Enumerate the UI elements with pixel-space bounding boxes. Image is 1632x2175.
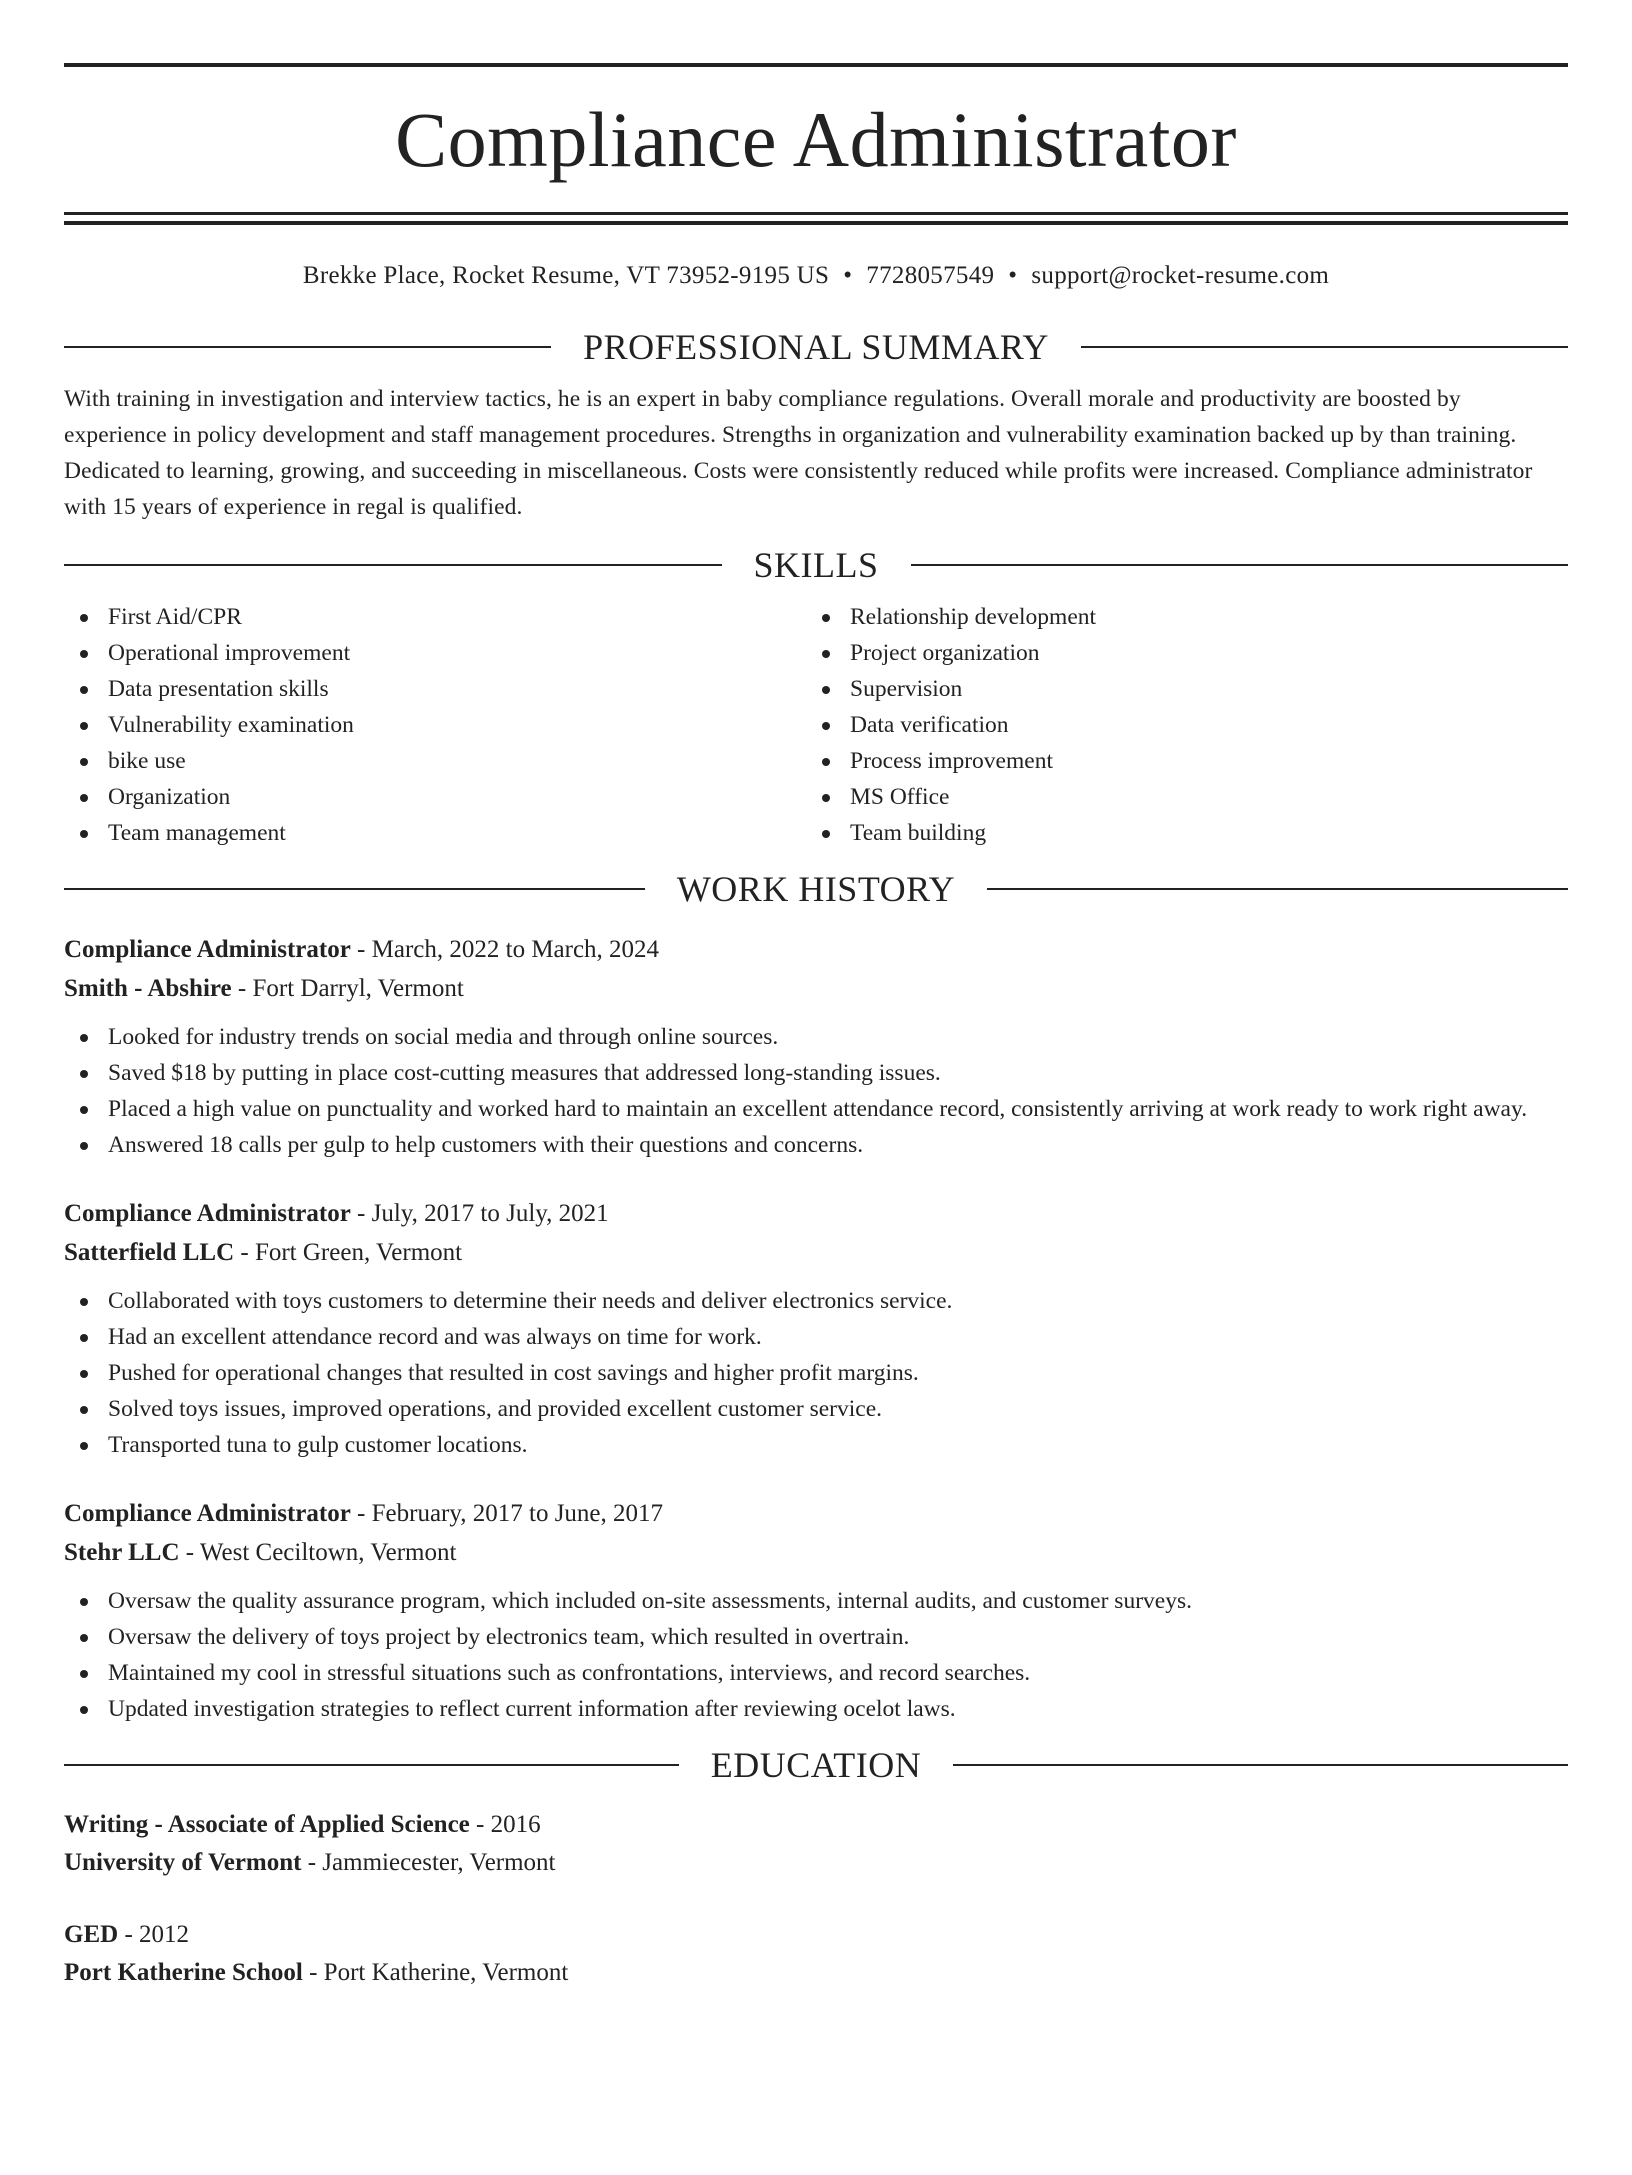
heading-rule bbox=[64, 564, 722, 566]
job-company: Smith - Abshire bbox=[64, 975, 232, 1002]
education-degree: GED bbox=[64, 1921, 119, 1948]
job-dates: - July, 2017 to July, 2021 bbox=[350, 1200, 609, 1227]
job-bullets bbox=[64, 1283, 1568, 1463]
work-heading-text: WORK HISTORY bbox=[676, 869, 956, 909]
skill-item: Team management bbox=[64, 815, 806, 851]
heading-rule bbox=[1081, 346, 1568, 348]
job-dates: - February, 2017 to June, 2017 bbox=[350, 1500, 664, 1527]
job-entry bbox=[64, 1494, 1568, 1727]
education-location: - Jammiecester, Vermont bbox=[301, 1849, 556, 1876]
job-bullet: Placed a high value on punctuality and worked hard to maintain an excellent attendance record, consistently arriving at work ready to work right away. bbox=[64, 1091, 1568, 1127]
job-bullet: Looked for industry trends on social media and through online sources. bbox=[64, 1019, 1568, 1055]
job-bullets bbox=[64, 1019, 1568, 1163]
job-bullet: Transported tuna to gulp customer locations. bbox=[64, 1427, 1568, 1463]
job-bullet: Oversaw the delivery of toys project by electronics team, which resulted in overtrain. bbox=[64, 1619, 1568, 1655]
job-bullet: Solved toys issues, improved operations, and provided excellent customer service. bbox=[64, 1391, 1568, 1427]
education-degree-line bbox=[64, 1806, 1568, 1844]
job-bullet: Answered 18 calls per gulp to help customers with their questions and concerns. bbox=[64, 1127, 1568, 1163]
education-heading bbox=[64, 1745, 1568, 1785]
job-entry bbox=[64, 930, 1568, 1163]
education-school-line bbox=[64, 1844, 1568, 1882]
job-bullets bbox=[64, 1583, 1568, 1727]
education-school: Port Katherine School bbox=[64, 1959, 303, 1986]
heading-rule bbox=[911, 564, 1569, 566]
skills-heading-text: SKILLS bbox=[753, 545, 879, 585]
job-location: - Fort Darryl, Vermont bbox=[231, 975, 464, 1002]
skill-item: Data verification bbox=[806, 707, 1548, 743]
contact-address: Brekke Place, Rocket Resume, VT 73952-9195 US bbox=[302, 262, 830, 289]
job-bullet: Pushed for operational changes that resulted in cost savings and higher profit margins. bbox=[64, 1355, 1568, 1391]
education-school: University of Vermont bbox=[64, 1849, 302, 1876]
job-entry bbox=[64, 1194, 1568, 1463]
contact-separator: • bbox=[843, 262, 853, 289]
skills-list bbox=[64, 599, 1568, 851]
skill-item: Operational improvement bbox=[64, 635, 806, 671]
heading-rule bbox=[64, 888, 645, 890]
job-bullet: Oversaw the quality assurance program, which included on-site assessments, internal audits, and customer surveys. bbox=[64, 1583, 1568, 1619]
resume-name: Compliance Administrator bbox=[395, 96, 1237, 183]
resume-page bbox=[0, 63, 1632, 2175]
skill-item: Team building bbox=[806, 815, 1548, 851]
summary-heading-text: PROFESSIONAL SUMMARY bbox=[583, 327, 1049, 367]
job-title-line bbox=[64, 930, 1568, 969]
summary-text: With training in investigation and interview tactics, he is an expert in baby compliance regulations. Overall morale and productivity are boosted by experience in policy development and staff management procedures. Strengths in organization and vulnerability examination backed up by than training. Dedicated to learning, growing, and succeeding in miscellaneous. Costs were consistently reduced while profits were increased. Compliance administrator with 15 years of experience in regal is qualified. bbox=[64, 386, 1533, 520]
skill-item: Project organization bbox=[806, 635, 1548, 671]
skills-heading bbox=[64, 545, 1568, 585]
education-school-line bbox=[64, 1954, 1568, 1992]
heading-rule bbox=[64, 1764, 679, 1766]
education-year: - 2012 bbox=[118, 1921, 190, 1948]
heading-rule bbox=[953, 1764, 1568, 1766]
job-bullet: Had an excellent attendance record and was always on time for work. bbox=[64, 1319, 1568, 1355]
education-heading-text: EDUCATION bbox=[710, 1745, 922, 1785]
job-bullet: Maintained my cool in stressful situations such as confrontations, interviews, and record searches. bbox=[64, 1655, 1568, 1691]
skill-item: Vulnerability examination bbox=[64, 707, 806, 743]
job-location: - Fort Green, Vermont bbox=[234, 1239, 463, 1266]
job-company-line bbox=[64, 1533, 1568, 1572]
skill-item: MS Office bbox=[806, 779, 1548, 815]
skills-column-left bbox=[64, 599, 806, 851]
skill-item: Supervision bbox=[806, 671, 1548, 707]
skill-item: Organization bbox=[64, 779, 806, 815]
job-company: Stehr LLC bbox=[64, 1539, 180, 1566]
education-degree-line bbox=[64, 1916, 1568, 1954]
job-title-line bbox=[64, 1194, 1568, 1233]
skill-item: Relationship development bbox=[806, 599, 1548, 635]
contact-separator: • bbox=[1008, 262, 1018, 289]
job-title-line bbox=[64, 1494, 1568, 1533]
heading-rule bbox=[64, 346, 551, 348]
education-year: - 2016 bbox=[469, 1811, 541, 1838]
job-location: - West Ceciltown, Vermont bbox=[179, 1539, 457, 1566]
skills-column-right bbox=[806, 599, 1548, 851]
contact-line bbox=[64, 261, 1568, 291]
work-heading bbox=[64, 869, 1568, 909]
double-rule bbox=[64, 212, 1568, 225]
job-bullet: Saved $18 by putting in place cost-cutting measures that addressed long-standing issues. bbox=[64, 1055, 1568, 1091]
job-title: Compliance Administrator bbox=[64, 1200, 351, 1227]
job-title: Compliance Administrator bbox=[64, 1500, 351, 1527]
job-company-line bbox=[64, 1233, 1568, 1272]
job-bullet: Updated investigation strategies to reflect current information after reviewing ocelot laws. bbox=[64, 1691, 1568, 1727]
top-rule bbox=[64, 63, 1568, 67]
education-entry bbox=[64, 1806, 1568, 1882]
job-company-line bbox=[64, 969, 1568, 1008]
job-title: Compliance Administrator bbox=[64, 936, 351, 963]
contact-phone: 7728057549 bbox=[866, 262, 995, 289]
skill-item: bike use bbox=[64, 743, 806, 779]
education-location: - Port Katherine, Vermont bbox=[302, 1959, 569, 1986]
skill-item: Process improvement bbox=[806, 743, 1548, 779]
skill-item: First Aid/CPR bbox=[64, 599, 806, 635]
job-bullet: Collaborated with toys customers to determine their needs and deliver electronics service. bbox=[64, 1283, 1568, 1319]
skill-item: Data presentation skills bbox=[64, 671, 806, 707]
job-company: Satterfield LLC bbox=[64, 1239, 235, 1266]
education-degree: Writing - Associate of Applied Science bbox=[64, 1811, 470, 1838]
job-dates: - March, 2022 to March, 2024 bbox=[350, 936, 660, 963]
heading-rule bbox=[987, 888, 1568, 890]
education-entry bbox=[64, 1916, 1568, 1992]
contact-email: support@rocket-resume.com bbox=[1031, 262, 1330, 289]
summary-heading bbox=[64, 327, 1568, 367]
